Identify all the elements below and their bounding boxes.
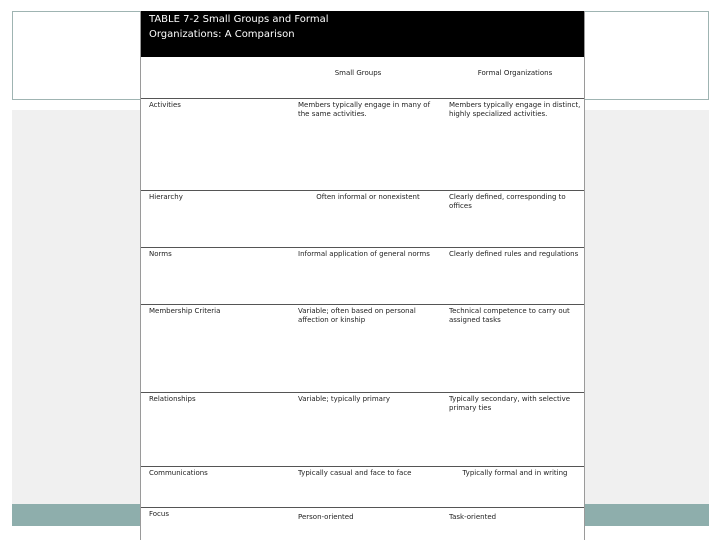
small-groups-cell: Often informal or nonexistent	[316, 193, 420, 201]
comparison-table	[140, 11, 585, 540]
formal-organizations-cell: Members typically engage in distinct, highly specialized activities.	[449, 101, 581, 118]
row-label: Communications	[149, 469, 208, 477]
table-row-activities	[141, 99, 585, 191]
table-row-relationships	[141, 393, 585, 467]
formal-organizations-cell: Typically secondary, with selective primary ties	[449, 395, 571, 412]
small-groups-cell: Typically casual and face to face	[298, 469, 412, 477]
small-groups-cell: Members typically engage in many of the same activities.	[298, 101, 431, 118]
column-header-small-groups: Small Groups	[334, 69, 382, 77]
table-title-line-2: Organizations: A Comparison	[149, 29, 295, 40]
formal-organizations-cell: Task-oriented	[449, 513, 497, 521]
formal-organizations-cell: Technical competence to carry out assigned tasks	[449, 307, 570, 324]
table-title	[141, 11, 585, 57]
small-groups-cell: Variable; typically primary	[298, 395, 390, 403]
table-row-focus	[141, 508, 585, 540]
table-row-communications	[141, 467, 585, 508]
formal-organizations-cell: Clearly defined, corresponding to offices	[449, 193, 566, 210]
table-row-hierarchy	[141, 191, 585, 248]
row-label: Focus	[149, 510, 169, 518]
row-label: Hierarchy	[149, 193, 183, 201]
row-label: Membership Criteria	[149, 307, 221, 315]
column-header-formal-organizations: Formal Organizations	[477, 69, 553, 77]
table-title-line-1: TABLE 7-2 Small Groups and Formal	[149, 14, 329, 25]
row-label: Relationships	[149, 395, 196, 403]
table-header-row	[141, 57, 585, 99]
small-groups-cell: Person-oriented	[298, 513, 354, 521]
small-groups-cell: Informal application of general norms	[298, 250, 430, 258]
table-row-membership-criteria	[141, 305, 585, 393]
row-label: Activities	[149, 101, 181, 109]
row-label: Norms	[149, 250, 172, 258]
small-groups-cell: Variable; often based on personal affection or kinship	[298, 307, 416, 324]
formal-organizations-cell: Clearly defined rules and regulations	[449, 250, 579, 258]
table-row-norms	[141, 248, 585, 305]
formal-organizations-cell: Typically formal and in writing	[462, 469, 568, 477]
